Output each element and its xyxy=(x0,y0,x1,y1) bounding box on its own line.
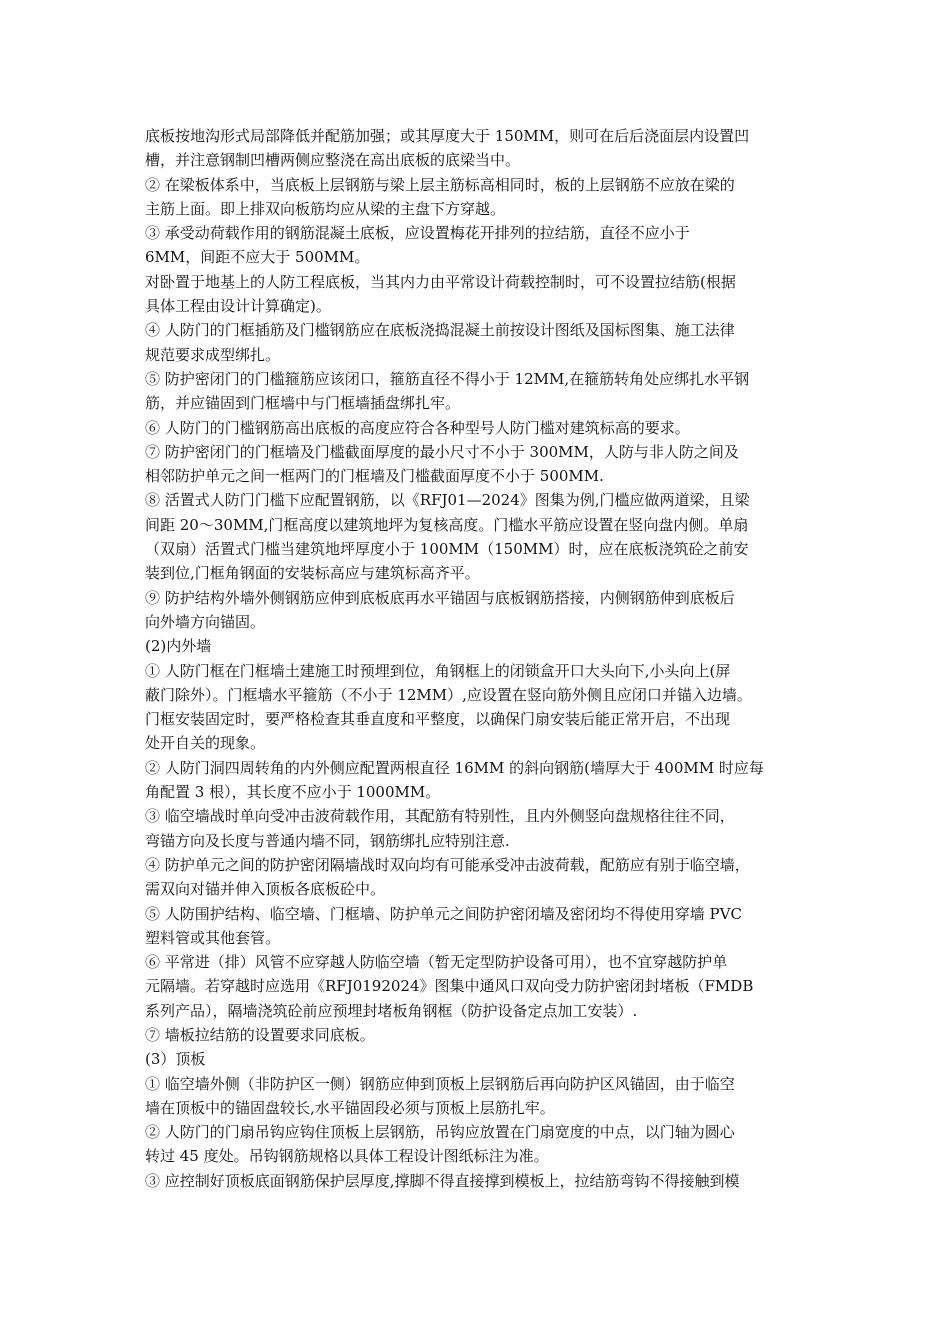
paragraph-wall-item-7-tie-bars: ⑦ 墙板拉结筋的设置要求同底板。 xyxy=(145,1025,375,1044)
paragraph-item-7-wall-thickness: ⑦ 防护密闭门的门框墙及门槛截面厚度的最小尺寸不小于 300MM，人防与非人防之间及 相邻防护单元之间一框两门的门框墙及门槛截面厚度不小于 500MM. xyxy=(145,442,739,486)
paragraph-foundation-slab-note: 对卧置于地基上的人防工程底板，当其内力由平常设计荷载控制时，可不设置拉结筋(根据 具体工程由设计计算确定)。 xyxy=(145,272,736,316)
section-heading-walls: (2)内外墙 xyxy=(145,637,212,656)
paragraph-item-2-beam-slab: ② 在梁板体系中，当底板上层钢筋与梁上层主筋标高相同时，板的上层钢筋不应放在梁的 主筋上面。即上排双向板筋均应从梁的主盘下方穿越。 xyxy=(145,175,735,218)
paragraph-item-4-door-frame: ④ 人防门的门框插筋及门槛钢筋应在底板浇捣混凝土前按设计图纸及国标图集、施工法律 规范要求成型绑扎。 xyxy=(145,321,735,364)
paragraph-wall-item-2-diagonal-bars: ② 人防门洞四周转角的内外侧应配置两根直径 16MM 的斜向钢筋(墙厚大于 400MM 时应每 角配置 3 根），其长度不应小于 1000MM。 xyxy=(145,758,764,802)
paragraph-wall-item-3-blast-wall: ③ 临空墙战时单向受冲击波荷载作用，其配筋有特别性，且内外侧竖向盘规格往往不同， 弯锚方向及长度与普通内墙不同，钢筋绑扎应特别注意. xyxy=(145,807,735,850)
paragraph-wall-item-5-no-pvc: ⑤ 人防围护结构、临空墙、门框墙、防护单元之间防护密闭墙及密闭均不得使用穿墙 PVC 塑料管或其他套管。 xyxy=(145,904,742,947)
paragraph-wall-item-4-partition: ④ 防护单元之间的防护密闭隔墙战时双向均有可能承受冲击波荷载，配筋应有别于临空墙， 需双向对锚并伸入顶板各底板砼中。 xyxy=(145,855,750,899)
paragraph-item-5-sill-stirrups: ⑤ 防护密闭门的门槛箍筋应该闭口，箍筋直径不得小于 12MM,在箍筋转角处应绑扎水平钢 筋，并应锚固到门框墙中与门框墙插盘绑扎牢。 xyxy=(145,369,750,413)
paragraph-item-8-movable-sill: ⑧ 活置式人防门门槛下应配置钢筋，以《RFJ01—2024》图集为例,门槛应做两道梁，且梁 间距 20～30MM,门框高度以建筑地坪为复核高度。门槛水平筋应设置在竖向盘内侧。单扇 （双扇）活置式门槛当建筑地坪厚度小于 100MM（150MM）时，应在底板浇筑砼之前安 装到位,门框角钢面的安装标高应与建筑标高齐平。 xyxy=(145,491,750,583)
paragraph-wall-item-1-door-frame: ① 人防门框在门框墙土建施工时预埋到位，角钢框上的闭锁盒开口大头向下,小头向上(屏 蔽门除外）。门框墙水平箍筋（不小于 12MM）,应设置在竖向筋外侧且应闭口并锚入边墙。 门框安装固定时，要严格检查其垂直度和平整度，以确保门扇安装后能正常开启，不出现 处开自关的现象。 xyxy=(145,661,752,753)
paragraph-item-3-dynamic-load: ③ 承受动荷载作用的钢筋混凝土底板，应设置梅花开排列的拉结筋，直径不应小于 6MM，间距不应大于 500MM。 xyxy=(145,224,690,267)
paragraph-trench-floor-slab: 底板按地沟形式局部降低并配筋加强；或其厚度大于 150MM，则可在后后浇面层内设置凹 槽，并注意钢制凹槽两侧应整浇在高出底板的底梁当中。 xyxy=(145,127,750,170)
paragraph-roof-item-1-anchorage: ① 临空墙外侧（非防护区一侧）钢筋应伸到顶板上层钢筋后再向防护区风锚固，由于临空 墙在顶板中的锚固盘较长,水平锚固段必须与顶板上层筋扎牢。 xyxy=(145,1074,735,1117)
paragraph-item-6-sill-height: ⑥ 人防门的门槛钢筋高出底板的高度应符合各种型号人防门槛对建筑标高的要求。 xyxy=(145,418,690,437)
paragraph-item-9-exterior-wall: ⑨ 防护结构外墙外侧钢筋应伸到底板底再水平锚固与底板钢筋搭接，内侧钢筋伸到底板后 向外墙方向锚固。 xyxy=(145,588,735,631)
document-body xyxy=(145,124,810,1193)
section-heading-roof-slab: (3）顶板 xyxy=(145,1050,206,1069)
paragraph-wall-item-6-air-duct: ⑥ 平常进（排）风管不应穿越人防临空墙（暂无定型防护设备可用），也不宜穿越防护单 元隔墙。若穿越时应选用《RFJ0192024》图集中通风口双向受力防护密闭封堵板（FMDB 系列产品），隔墙浇筑砼前应预埋封堵板角钢框（防护设备定点加工安装）. xyxy=(145,953,754,1020)
paragraph-roof-item-2-hook: ② 人防门的门扇吊钩应钩住顶板上层钢筋，吊钩应放置在门扇宽度的中点，以门轴为圆心 转过 45 度处。吊钩钢筋规格以具体工程设计图纸标注为准。 xyxy=(145,1123,735,1166)
paragraph-roof-item-3-cover: ③ 应控制好顶板底面钢筋保护层厚度,撑脚不得直接撑到模板上，拉结筋弯钩不得接触到模 xyxy=(145,1171,740,1190)
